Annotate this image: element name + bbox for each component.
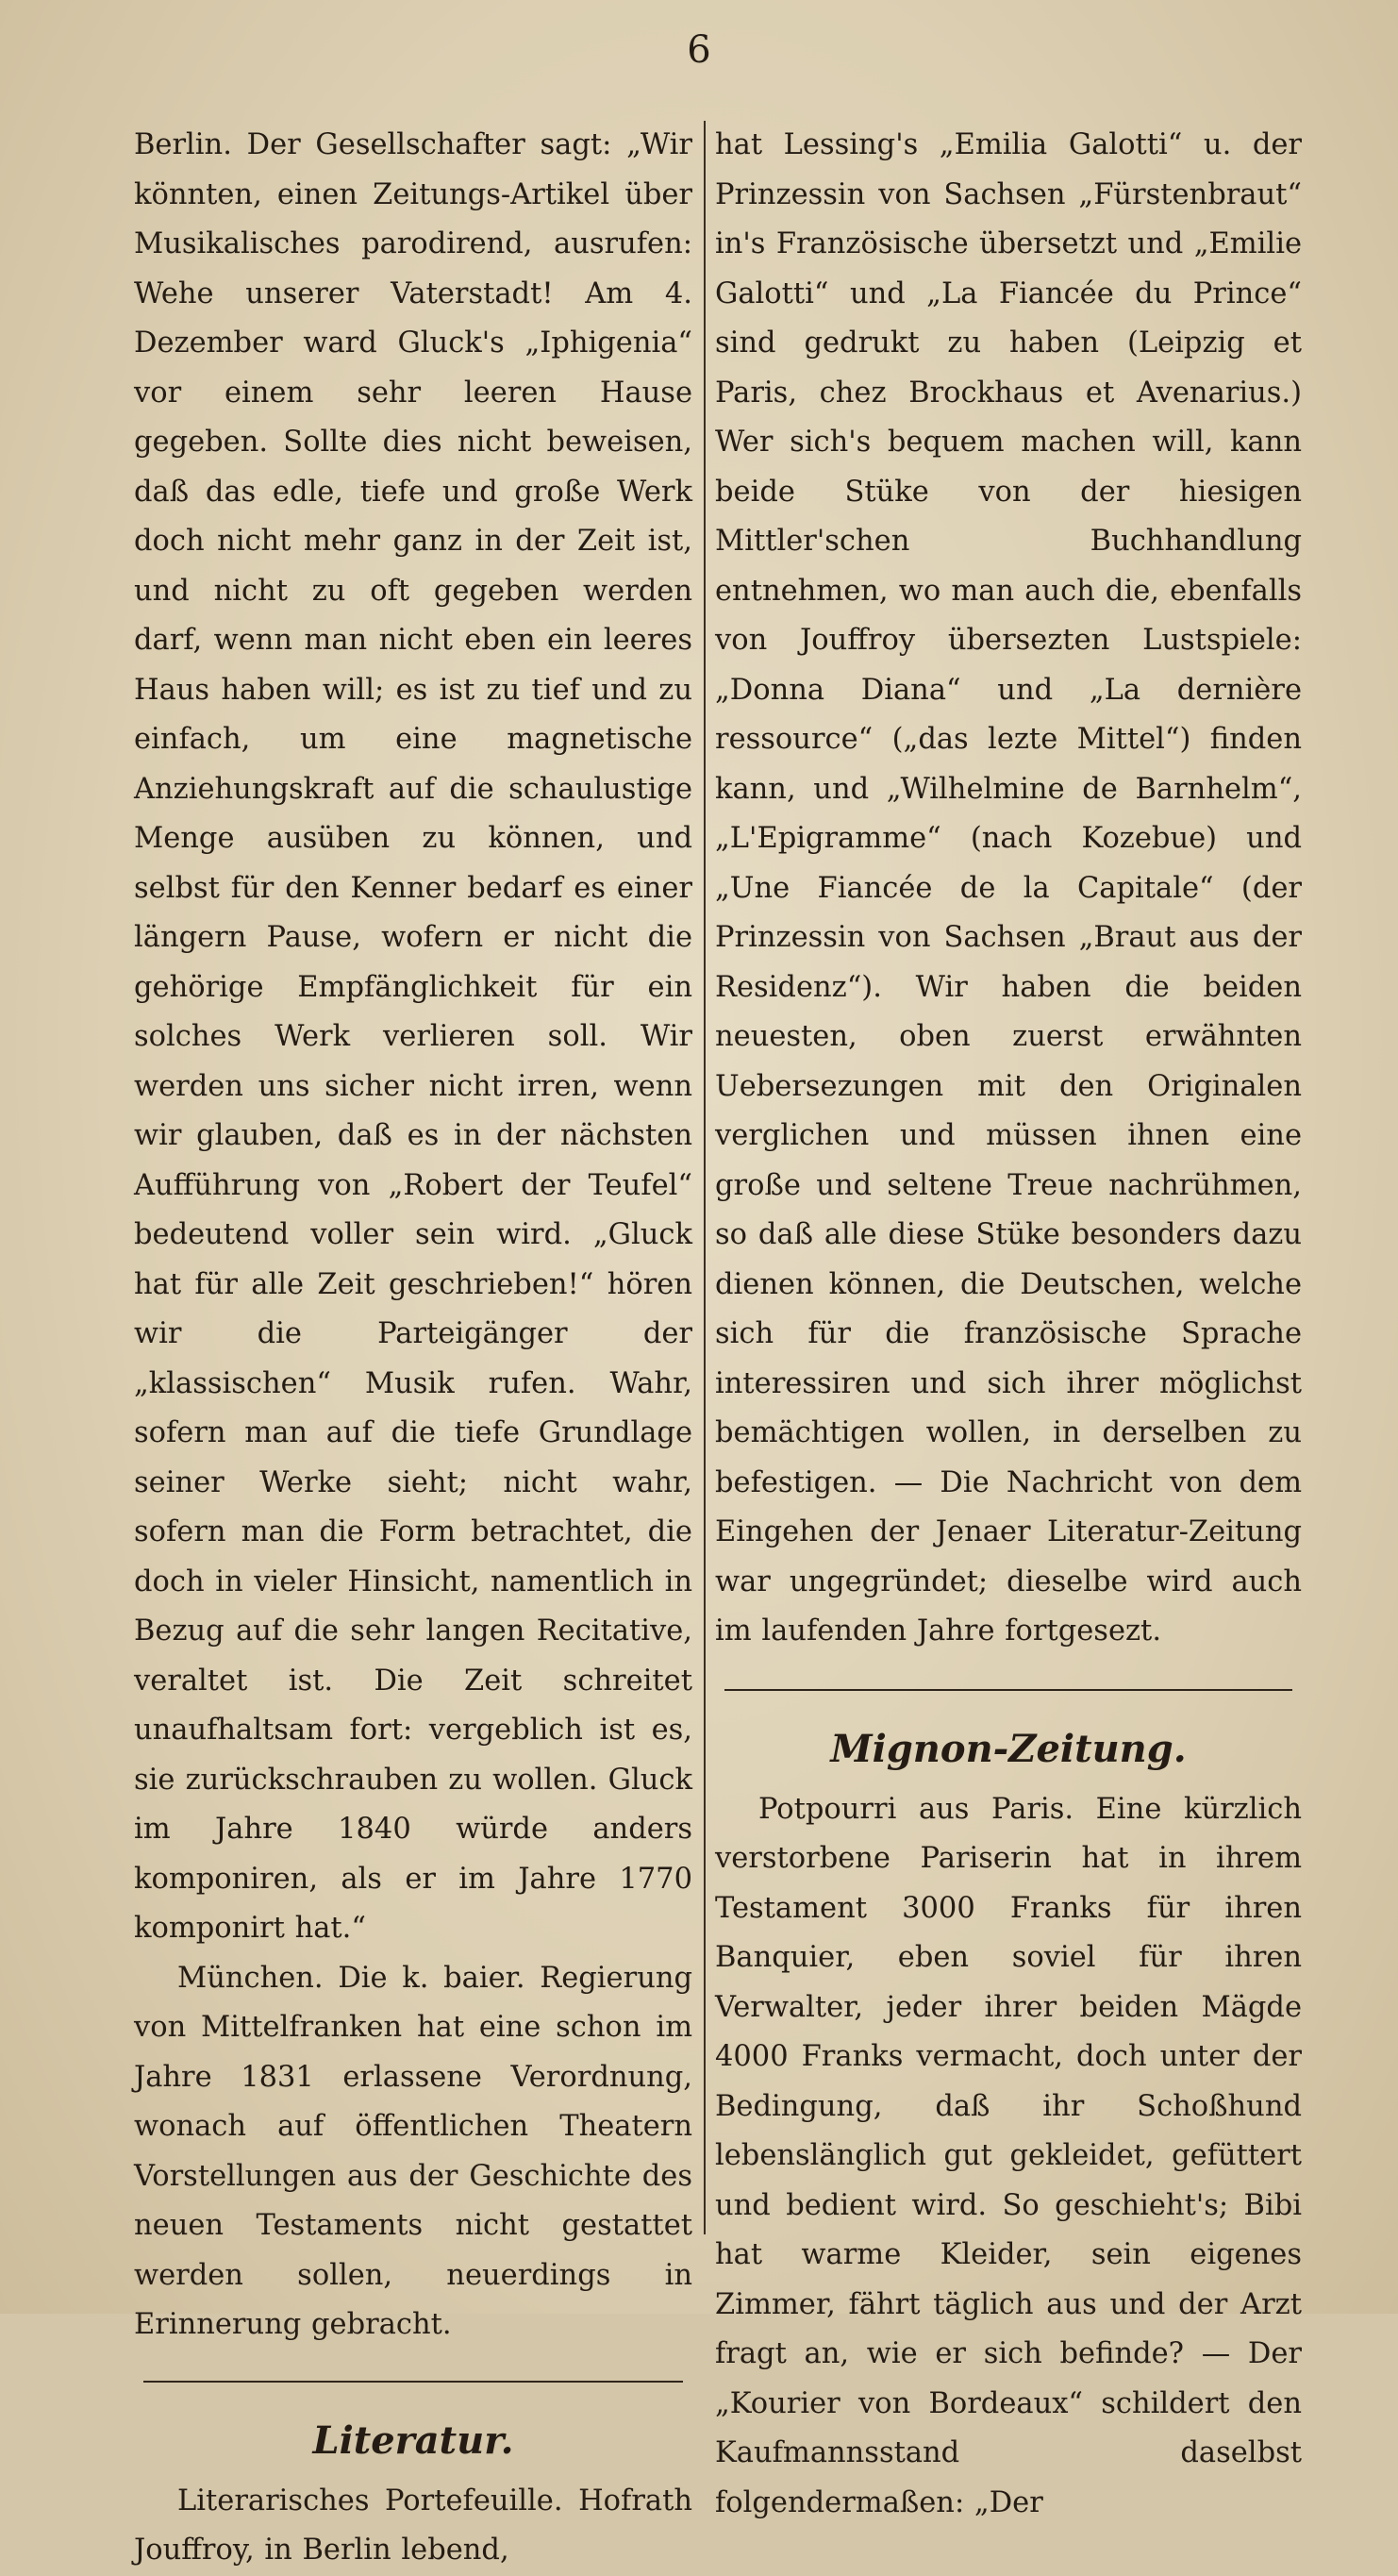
left-column — [134, 121, 692, 2576]
section-rule — [143, 2381, 683, 2383]
section-rule — [724, 1689, 1292, 1691]
article-potpourri: Potpourri aus Paris. Eine kürzlich verstorbene Pariserin hat in ihrem Testament 3000 Franks für ihren Banquier, eben soviel für ihren Verwalter, jeder ihrer beiden Mägde 4000 Franks vermacht, doch unter der Bedingung, daß ihr Schoßhund lebenslänglich gut gekleidet, gefüttert und bedient wird. So geschieht's; Bibi hat warme Kleider, sein eigenes Zimmer, fährt täglich aus und der Arzt fragt an, wie er sich befinde? — Der „Kourier von Bordeaux“ schildert den Kaufmannsstand daselbst folgendermaßen: „Der — [715, 1792, 1302, 2519]
article-muenchen: München. Die k. baier. Regierung von Mittelfranken hat eine schon im Jahre 1831 erlassene Verordnung, wonach auf öffentlichen Theatern Vorstellungen aus der Geschichte des neuen Testaments nicht gestattet werden sollen, neuerdings in Erinnerung gebracht. — [134, 1961, 692, 2341]
column-divider — [704, 121, 706, 2234]
article-portefeuille-continued: hat Lessing's „Emilia Galotti“ u. der Prinzessin von Sachsen „Fürstenbraut“ in's Französische übersetzt und „Emilie Galotti“ und „La Fiancée du Prince“ sind gedrukt zu haben (Leipzig et Paris, chez Brockhaus et Avenarius.) Wer sich's bequem machen will, kann beide Stüke von der hiesigen Mittler'schen Buchhandlung entnehmen, wo man auch die, ebenfalls von Jouffroy übersezten Lustspiele: „Donna Diana“ und „La dernière ressource“ („das lezte Mittel“) finden kann, und „Wilhelmine de Barnhelm“, „L'Epigramme“ (nach Kozebue) und „Une Fiancée de la Capitale“ (der Prinzessin von Sachsen „Braut aus der Residenz“). Wir haben die beiden neuesten, oben zuerst erwähnten Uebersezungen mit den Originalen verglichen und müssen ihnen eine große und seltene Treue nachrühmen, so daß alle diese Stüke besonders dazu dienen können, die Deutschen, welche sich für die französische Sprache interessiren und sich ihrer möglichst bemächtigen wollen, in derselben zu befestigen. — Die Nachricht von dem Eingehen der Jenaer Literatur-Zeitung war ungegründet; dieselbe wird auch im laufenden Jahre fortgesezt. — [715, 128, 1302, 1648]
article-berlin: Berlin. Der Gesellschafter sagt: „Wir könnten, einen Zeitungs-Artikel über Musikalisches parodirend, ausrufen: Wehe unserer Vaterstadt! Am 4. Dezember ward Gluck's „Iphigenia“ vor einem sehr leeren Hause gegeben. Sollte dies nicht beweisen, daß das edle, tiefe und große Werk doch nicht mehr ganz in der Zeit ist, und nicht zu oft gegeben werden darf, wenn man nicht eben ein leeres Haus haben will; es ist zu tief und zu einfach, um eine magnetische Anziehungskraft auf die schaulustige Menge ausüben zu können, und selbst für den Kenner bedarf es einer längern Pause, wofern er nicht die gehörige Empfänglichkeit für ein solches Werk verlieren soll. Wir werden uns sicher nicht irren, wenn wir glauben, daß es in der nächsten Aufführung von „Robert der Teufel“ bedeutend voller sein wird. „Gluck hat für alle Zeit geschrieben!“ hören wir die Parteigänger der „klassischen“ Musik rufen. Wahr, sofern man auf die tiefe Grundlage seiner Werke sieht; nicht wahr, sofern man die Form betrachtet, die doch in vieler Hinsicht, namentlich in Bezug auf die sehr langen Recitative, veraltet ist. Die Zeit schreitet unaufhaltsam fort: vergeblich ist es, sie zurückschrauben zu wollen. Gluck im Jahre 1840 würde anders komponiren, als er im Jahre 1770 komponirt hat.“ — [134, 128, 692, 1945]
right-column — [715, 121, 1302, 2528]
heading-literatur: Literatur. — [312, 2417, 514, 2463]
page-number: 6 — [687, 28, 711, 72]
article-portefeuille: Literarisches Portefeuille. Hofrath Jouffroy, in Berlin lebend, — [134, 2484, 692, 2567]
heading-mignon-zeitung: Mignon-Zeitung. — [830, 1726, 1187, 1771]
